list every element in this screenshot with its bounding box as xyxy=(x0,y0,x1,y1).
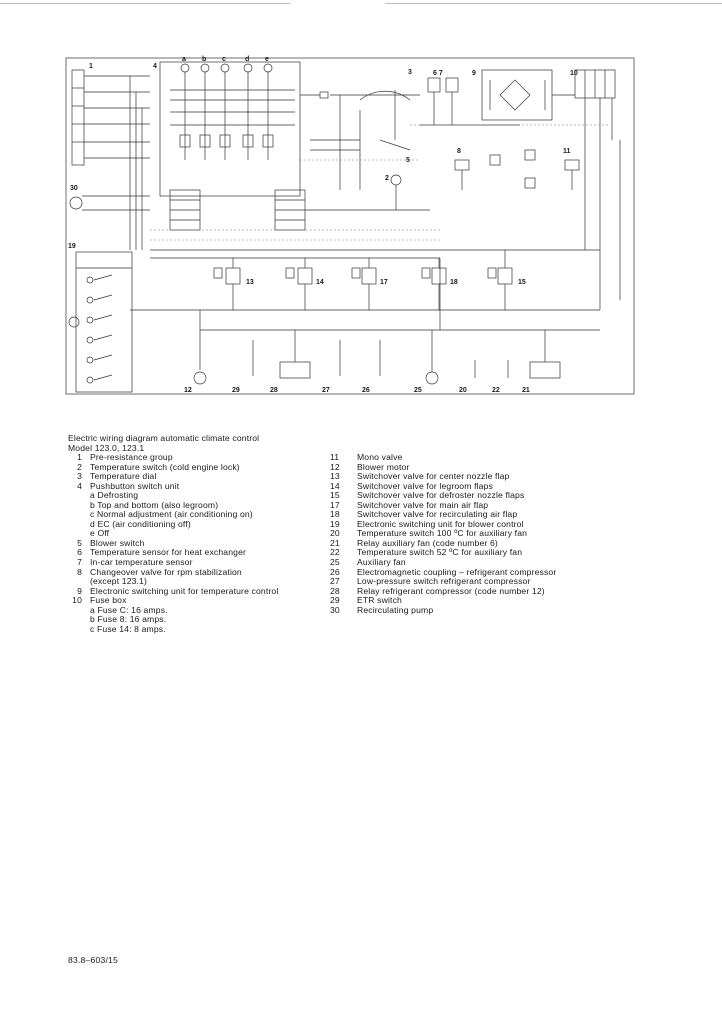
legend-item: 21 Relay auxiliary fan (code number 6) xyxy=(330,537,498,548)
legend-item: 18 Switchover valve for recirculating air flap xyxy=(330,509,518,520)
legend-item: 13 Switchover valve for center nozzle flap xyxy=(330,471,510,482)
legend-item: 2 Temperature switch (cold engine lock) xyxy=(77,461,240,472)
legend-item: 15 Switchover valve for defroster nozzle flaps xyxy=(330,490,525,501)
legend-item: 25 Auxiliary fan xyxy=(330,557,406,568)
legend-item: 22 Temperature switch 52 ºC for auxiliary fan xyxy=(330,547,523,558)
legend-subitem: b Top and bottom (also legroom) xyxy=(90,499,219,510)
legend-item: 12 Blower motor xyxy=(330,461,410,472)
legend-subitem: a Fuse C: 16 amps. xyxy=(90,604,168,615)
callout-26: 26 xyxy=(362,387,370,394)
callout-b: b xyxy=(202,56,207,63)
legend-subitem: e Off xyxy=(90,528,110,539)
legend-item: 1 Pre-resistance group xyxy=(77,452,173,462)
callout-9: 9 xyxy=(472,70,476,77)
legend-item: 10 Fuse box xyxy=(72,595,127,606)
callout-5: 5 xyxy=(406,157,410,164)
legend-item: 9 Electronic switching unit for temperature control xyxy=(77,585,279,596)
callout-19: 19 xyxy=(68,243,76,250)
callout-13: 13 xyxy=(246,279,254,286)
callout-21: 21 xyxy=(522,387,530,394)
legend-subitem: c Fuse 14: 8 amps. xyxy=(90,623,166,634)
legend-item: 8 Changeover valve for rpm stabilization xyxy=(77,566,242,577)
wiring-diagram xyxy=(0,0,722,430)
legend-item: 29 ETR switch xyxy=(330,595,402,606)
callout-15: 15 xyxy=(518,279,526,286)
caption-model: Model 123.0, 123.1 xyxy=(68,442,145,453)
legend-subitem: c Normal adjustment (air conditioning on) xyxy=(90,509,253,520)
callout-18: 18 xyxy=(450,279,458,286)
callout-29: 29 xyxy=(232,387,240,394)
legend-item: 6 Temperature sensor for heat exchanger xyxy=(77,547,247,558)
callout-17: 17 xyxy=(380,279,388,286)
callout-22: 22 xyxy=(492,387,500,394)
diagram-caption xyxy=(68,434,259,453)
callout-30: 30 xyxy=(70,185,78,192)
legend-item: 20 Temperature switch 100 ºC for auxiliary fan xyxy=(330,528,528,539)
page-reference: 83.8–603/15 xyxy=(68,955,118,965)
legend-item: 3 Temperature dial xyxy=(77,471,157,482)
callout-2: 2 xyxy=(385,175,389,182)
legend-item: 19 Electronic switching unit for blower control xyxy=(330,518,524,529)
legend-item: 27 Low-pressure switch refrigerant compressor xyxy=(330,576,531,587)
callout-27: 27 xyxy=(322,387,330,394)
callout-e: e xyxy=(265,56,269,63)
legend-item: 28 Relay refrigerant compressor (code number 12) xyxy=(330,585,545,596)
legend-item: 17 Switchover valve for main air flap xyxy=(330,499,489,510)
legend-item: 14 Switchover valve for legroom flaps xyxy=(330,480,493,491)
callout-8: 8 xyxy=(457,148,461,155)
callout-20: 20 xyxy=(459,387,467,394)
legend-item: 30 Recirculating pump xyxy=(330,604,434,615)
legend-subitem: b Fuse 8: 16 amps. xyxy=(90,614,167,625)
legend-subitem: a Defrosting xyxy=(90,490,139,501)
legend-item: 7 In-car temperature sensor xyxy=(77,557,193,568)
callout-d: d xyxy=(245,56,250,63)
callout-12: 12 xyxy=(184,387,192,394)
callout-a: a xyxy=(182,56,186,63)
legend-item: 5 Blower switch xyxy=(77,537,145,548)
callout-10: 10 xyxy=(570,70,578,77)
callout-14: 14 xyxy=(316,279,324,286)
callout-4: 4 xyxy=(153,63,157,70)
legend-left-column xyxy=(68,452,279,634)
callout-25: 25 xyxy=(414,387,422,394)
callout-c: c xyxy=(222,56,226,63)
callout-11: 11 xyxy=(563,148,571,155)
legend-subitem: d EC (air conditioning off) xyxy=(90,518,191,529)
callout-6-7: 6 7 xyxy=(433,70,443,77)
caption-title: Electric wiring diagram automatic climate control xyxy=(68,433,260,443)
callout-1: 1 xyxy=(89,63,93,70)
legend-item: 4 Pushbutton switch unit xyxy=(77,480,180,491)
callout-28: 28 xyxy=(270,387,278,394)
callout-3: 3 xyxy=(408,69,412,76)
legend-right-column xyxy=(330,452,557,615)
legend-item: 26 Electromagnetic coupling – refrigerant compressor xyxy=(330,566,557,577)
legend-subitem: (except 123.1) xyxy=(90,576,148,587)
legend-item: 11 Mono valve xyxy=(330,452,403,462)
